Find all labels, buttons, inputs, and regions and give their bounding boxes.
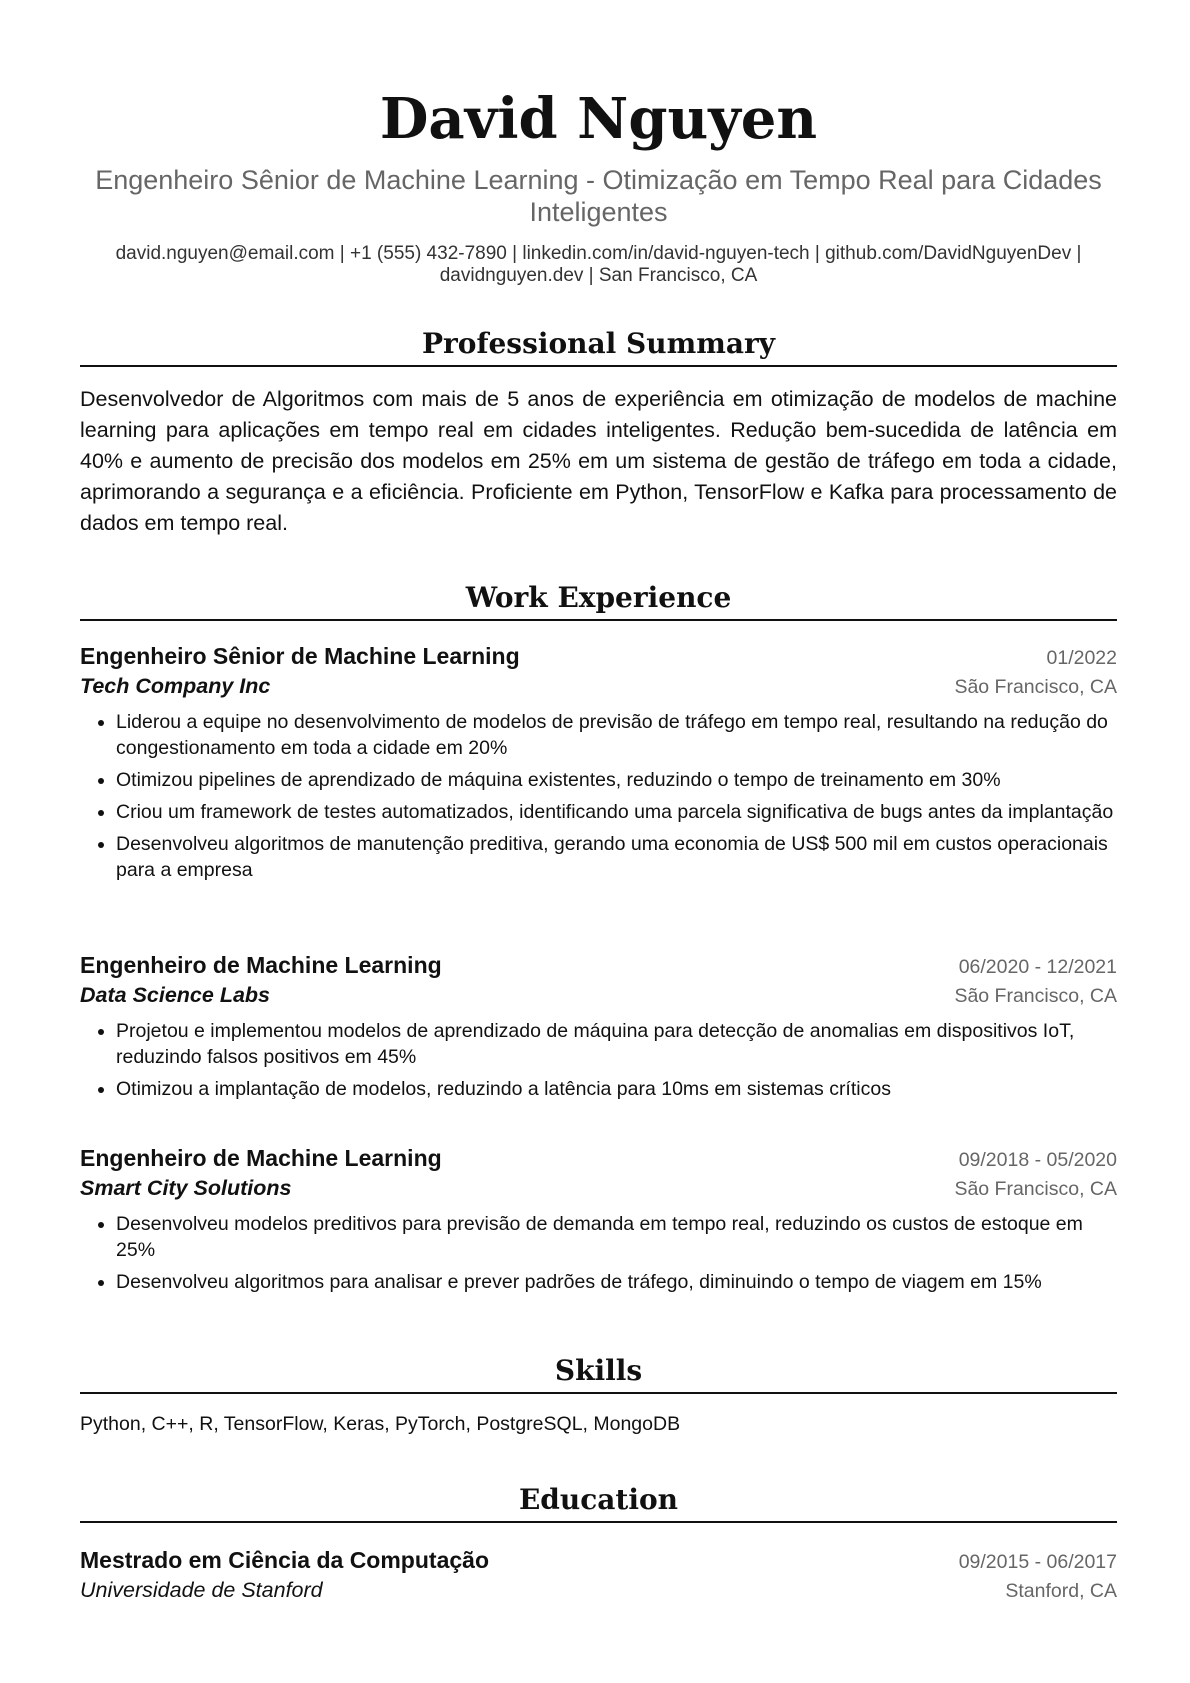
job-bullets bbox=[80, 709, 1117, 883]
job-location: São Francisco, CA bbox=[954, 676, 1117, 698]
job-bullet: • Desenvolveu algoritmos de manutenção preditiva, gerando uma economia de US$ 500 mil em custos operacionais para a empresa bbox=[116, 831, 1117, 883]
education-entry bbox=[80, 1545, 1117, 1605]
job-title: Engenheiro de Machine Learning bbox=[80, 952, 442, 978]
job-company: Tech Company Inc bbox=[80, 674, 271, 698]
job-date: 01/2022 bbox=[1046, 647, 1117, 669]
job-title: Engenheiro Sênior de Machine Learning bbox=[80, 643, 520, 669]
contact-line: david.nguyen@email.com | +1 (555) 432-7890 | linkedin.com/in/david-nguyen-tech | github.com/DavidNguyenDev | davidnguyen.dev | San Francisco, CA bbox=[115, 243, 1082, 286]
job-bullet: • Otimizou pipelines de aprendizado de máquina existentes, reduzindo o tempo de treinamento em 30% bbox=[116, 767, 1117, 793]
job-date: 06/2020 - 12/2021 bbox=[958, 956, 1117, 978]
job-bullet: • Liderou a equipe no desenvolvimento de modelos de previsão de tráfego em tempo real, resultando na redução do congestionamento em toda a cidade em 20% bbox=[116, 709, 1117, 761]
job-title: Engenheiro de Machine Learning bbox=[80, 1145, 442, 1171]
job-entry bbox=[80, 950, 1117, 1108]
job-company: Data Science Labs bbox=[80, 983, 271, 1007]
job-entry bbox=[80, 641, 1117, 889]
education-degree: Mestrado em Ciência da Computação bbox=[80, 1547, 489, 1573]
job-bullet: • Otimizou a implantação de modelos, reduzindo a latência para 10ms em sistemas críticos bbox=[116, 1076, 1117, 1102]
job-bullets bbox=[80, 1211, 1117, 1295]
education-location: Stanford, CA bbox=[1005, 1580, 1117, 1602]
education-date: 09/2015 - 06/2017 bbox=[958, 1551, 1117, 1573]
job-bullets bbox=[80, 1018, 1117, 1102]
job-bullet: • Criou um framework de testes automatizados, identificando uma parcela significativa de bugs antes da implantação bbox=[116, 799, 1117, 825]
candidate-name: David Nguyen bbox=[379, 86, 818, 152]
education-school: Universidade de Stanford bbox=[80, 1578, 323, 1602]
skills-list: Python, C++, R, TensorFlow, Keras, PyTorch, PostgreSQL, MongoDB bbox=[80, 1413, 681, 1435]
job-location: São Francisco, CA bbox=[954, 1178, 1117, 1200]
section-title-education: Education bbox=[80, 1483, 1117, 1523]
job-location: São Francisco, CA bbox=[954, 985, 1117, 1007]
job-bullet: • Projetou e implementou modelos de aprendizado de máquina para detecção de anomalias em dispositivos IoT, reduzindo falsos positivos em 45% bbox=[116, 1018, 1117, 1070]
section-title-skills: Skills bbox=[80, 1354, 1117, 1394]
job-bullet: • Desenvolveu algoritmos para analisar e prever padrões de tráfego, diminuindo o tempo de viagem em 15% bbox=[116, 1269, 1117, 1295]
section-title-experience: Work Experience bbox=[80, 581, 1117, 621]
job-date: 09/2018 - 05/2020 bbox=[958, 1149, 1117, 1171]
job-bullet: • Desenvolveu modelos preditivos para previsão de demanda em tempo real, reduzindo os custos de estoque em 25% bbox=[116, 1211, 1117, 1263]
candidate-headline: Engenheiro Sênior de Machine Learning - Otimização em Tempo Real para Cidades Inteligentes bbox=[95, 165, 1102, 227]
job-entry bbox=[80, 1143, 1117, 1301]
section-title-summary: Professional Summary bbox=[80, 327, 1117, 367]
summary-text: Desenvolvedor de Algoritmos com mais de 5 anos de experiência em otimização de modelos de machine learning para aplicações em tempo real em cidades inteligentes. Redução bem-sucedida de latência em 40% e aumento de precisão dos modelos em 25% em um sistema de gestão de tráfego em toda a cidade, aprimorando a segurança e a eficiência. Proficiente em Python, TensorFlow e Kafka para processamento de dados em tempo real. bbox=[80, 387, 1117, 535]
job-company: Smart City Solutions bbox=[80, 1176, 292, 1200]
